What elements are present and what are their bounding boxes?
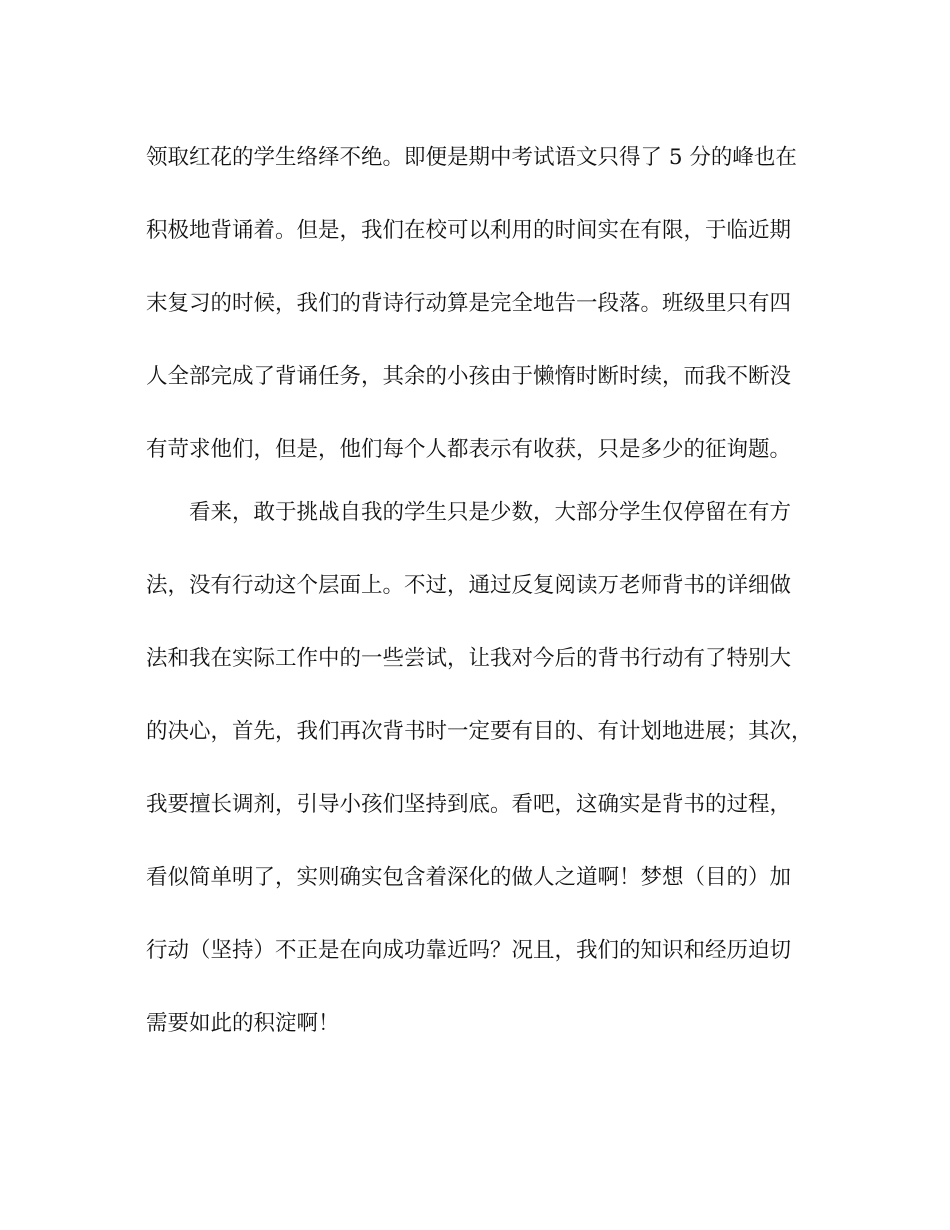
paragraph-2-line-3: 法和我在实际工作中的一些尝试，让我对今后的背书行动有了特别大 xyxy=(146,646,792,671)
paragraph-2-line-7: 行动（坚持）不正是在向成功靠近吗？况且，我们的知识和经历迫切 xyxy=(146,938,792,963)
paragraph-1-line-4: 人全部完成了背诵任务，其余的小孩由于懒惰时断时续，而我不断没 xyxy=(146,364,792,389)
paragraph-1-line-2: 积极地背诵着。但是，我们在校可以利用的时间实在有限，于临近期 xyxy=(146,218,792,243)
paragraph-2-line-6: 看似简单明了，实则确实包含着深化的做人之道啊！梦想（目的）加 xyxy=(146,865,792,890)
paragraph-2-line-8: 需要如此的积淀啊！ xyxy=(146,1011,340,1036)
paragraph-2-line-2: 法，没有行动这个层面上。不过，通过反复阅读万老师背书的详细做 xyxy=(146,573,792,598)
paragraph-2-line-1: 看来，敢于挑战自我的学生只是少数，大部分学生仅停留在有方 xyxy=(189,500,792,525)
paragraph-1-line-5: 有苛求他们，但是，他们每个人都表示有收获，只是多少的征询题。 xyxy=(146,437,792,462)
paragraph-2-line-5: 我要擅长调剂，引导小孩们坚持到底。看吧，这确实是背书的过程， xyxy=(146,792,792,817)
paragraph-1-line-3: 末复习的时候，我们的背诗行动算是完全地告一段落。班级里只有四 xyxy=(146,291,792,316)
body-text xyxy=(146,133,813,1072)
paragraph-2-line-4: 的决心，首先，我们再次背书时一定要有目的、有计划地进展；其次， xyxy=(146,719,813,744)
paragraph-1-line-1: 领取红花的学生络绎不绝。即便是期中考试语文只得了 5 分的峰也在 xyxy=(146,145,797,170)
